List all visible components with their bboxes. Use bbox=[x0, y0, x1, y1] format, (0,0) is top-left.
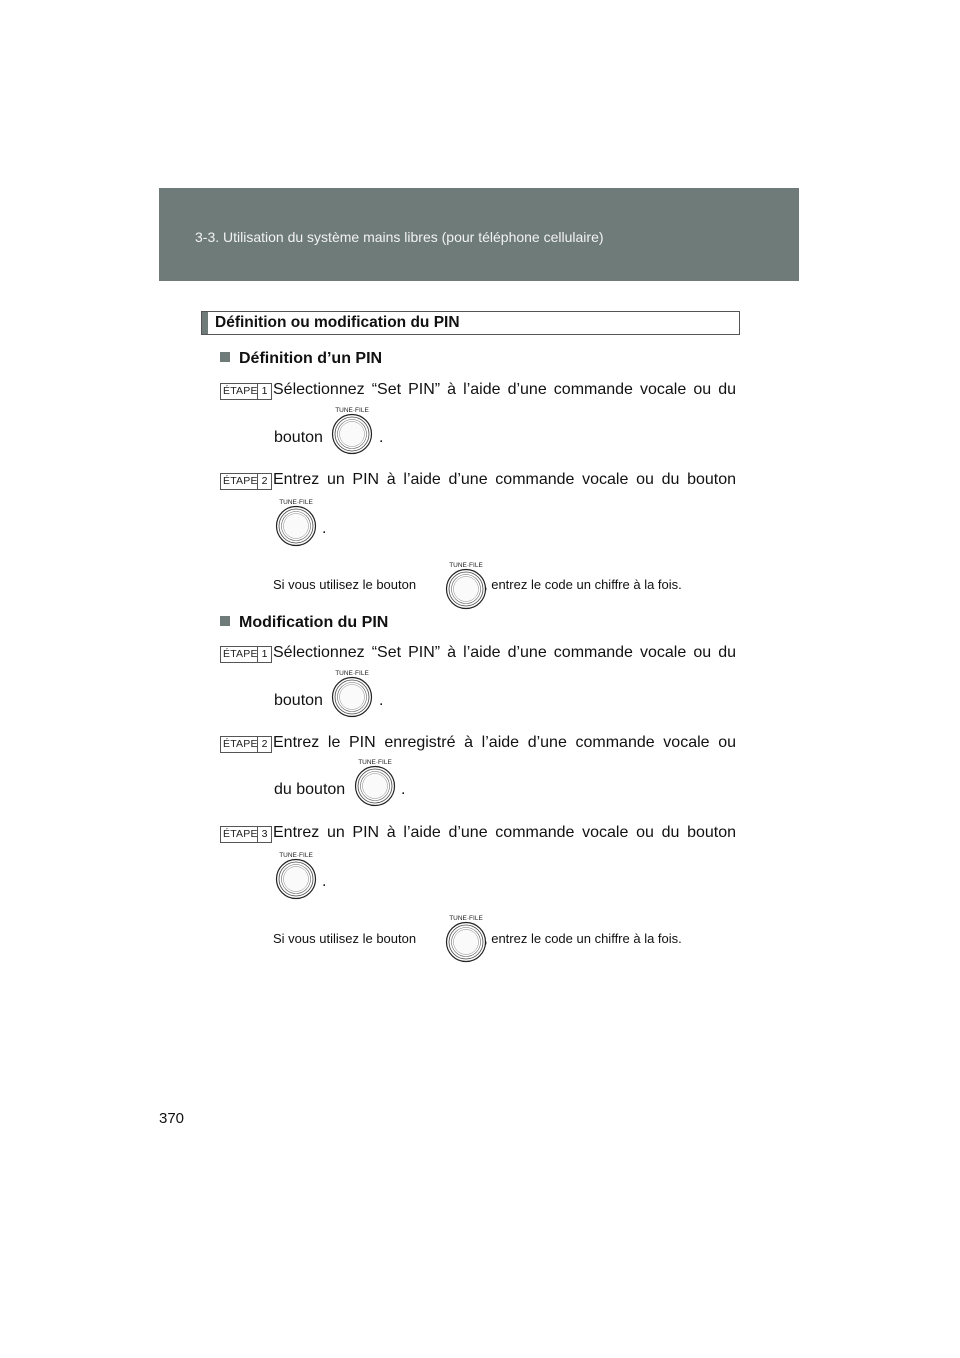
etape-label: ÉTAPE bbox=[223, 648, 258, 660]
etape-label: ÉTAPE bbox=[223, 385, 258, 397]
tune-file-knob-icon bbox=[444, 560, 488, 604]
section-title: Définition ou modification du PIN bbox=[215, 314, 460, 331]
etape-number: 2 bbox=[257, 474, 271, 489]
step-text-line1: Sélectionnez “Set PIN” à l’aide d’une commande vocale ou du bbox=[273, 644, 736, 661]
chapter-header bbox=[159, 188, 799, 281]
svg-text:TUNE·FILE: TUNE·FILE bbox=[335, 407, 369, 414]
step-text-period: . bbox=[322, 873, 327, 890]
square-bullet-icon bbox=[220, 616, 230, 626]
etape-label: ÉTAPE bbox=[223, 738, 258, 750]
tune-file-knob-icon bbox=[330, 405, 374, 449]
svg-text:TUNE·FILE: TUNE·FILE bbox=[279, 499, 313, 506]
etape-label: ÉTAPE bbox=[223, 475, 258, 487]
tune-file-knob-icon bbox=[274, 497, 318, 541]
chapter-breadcrumb: 3-3. Utilisation du système mains libres (pour téléphone cellulaire) bbox=[195, 229, 604, 245]
note-text-after: , entrez le code un chiffre à la fois. bbox=[484, 577, 682, 592]
square-bullet-icon bbox=[220, 352, 230, 362]
note-text-after: , entrez le code un chiffre à la fois. bbox=[484, 931, 682, 946]
step-text-line1: Sélectionnez “Set PIN” à l’aide d’une commande vocale ou du bbox=[273, 381, 736, 398]
step-text-period: . bbox=[322, 520, 327, 537]
tune-file-knob-icon bbox=[274, 850, 318, 894]
tune-file-knob-icon bbox=[330, 668, 374, 712]
etape-badge bbox=[220, 736, 272, 753]
tune-file-knob-icon bbox=[353, 757, 397, 801]
step-text-before-knob: du bouton bbox=[274, 781, 346, 798]
svg-text:TUNE·FILE: TUNE·FILE bbox=[449, 915, 483, 922]
etape-badge bbox=[220, 826, 272, 843]
step-text-line1: Entrez un PIN à l’aide d’une commande vocale ou du bouton bbox=[273, 824, 736, 841]
etape-badge bbox=[220, 473, 272, 490]
etape-label: ÉTAPE bbox=[223, 828, 258, 840]
step-text-before-knob: bouton bbox=[274, 429, 323, 446]
etape-number: 2 bbox=[257, 737, 271, 752]
tune-file-knob-icon bbox=[444, 913, 488, 957]
subheading-definition-text: Définition d’un PIN bbox=[239, 350, 383, 367]
subheading-modification bbox=[220, 614, 388, 632]
svg-text:TUNE·FILE: TUNE·FILE bbox=[279, 852, 313, 859]
step-text-line1: Entrez un PIN à l’aide d’une commande vocale ou du bouton bbox=[273, 471, 736, 488]
etape-badge bbox=[220, 383, 272, 400]
subheading-modification-text: Modification du PIN bbox=[239, 614, 389, 631]
subheading-definition bbox=[220, 350, 382, 368]
etape-badge bbox=[220, 646, 272, 663]
etape-number: 1 bbox=[257, 384, 271, 399]
svg-text:TUNE·FILE: TUNE·FILE bbox=[449, 562, 483, 569]
svg-text:TUNE·FILE: TUNE·FILE bbox=[335, 670, 369, 677]
section-title-bar bbox=[202, 312, 208, 334]
step-text-period: . bbox=[379, 692, 384, 709]
svg-text:TUNE·FILE: TUNE·FILE bbox=[358, 759, 392, 766]
section-title-box bbox=[201, 311, 740, 335]
etape-number: 1 bbox=[257, 647, 271, 662]
etape-number: 3 bbox=[257, 827, 271, 842]
note-text-before: Si vous utilisez le bouton bbox=[273, 577, 417, 592]
note-text-before: Si vous utilisez le bouton bbox=[273, 931, 417, 946]
step-text-line1: Entrez le PIN enregistré à l’aide d’une commande vocale ou bbox=[273, 734, 736, 751]
step-text-period: . bbox=[401, 781, 406, 798]
step-text-period: . bbox=[379, 429, 384, 446]
page-number: 370 bbox=[159, 1110, 185, 1127]
step-text-before-knob: bouton bbox=[274, 692, 323, 709]
